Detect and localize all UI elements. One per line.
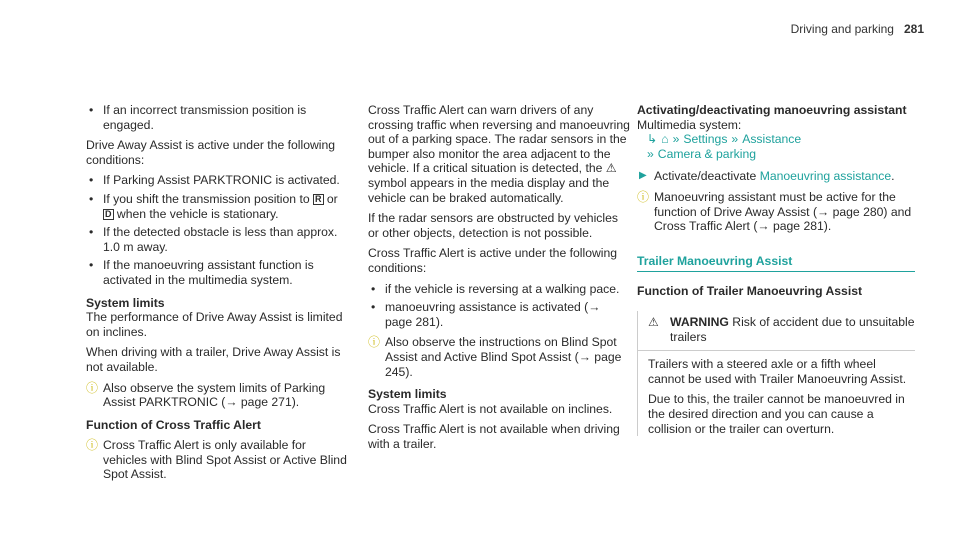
subheading: Activating/deactivating manoeuvring assistant [637, 103, 907, 117]
conditions-list [368, 282, 630, 330]
bullet-list [86, 103, 351, 132]
list-item: • If the detected obstacle is less than approx. 1.0 m away. [86, 225, 351, 254]
subheading: Function of Cross Traffic Alert [86, 417, 261, 432]
chevron-icon: » [672, 132, 680, 147]
paragraph: Cross Traffic Alert is active under the following conditions: [368, 246, 618, 275]
paragraph: Trailers with a steered axle or a fifth wheel cannot be used with Trailer Manoeuvring Assist. [648, 357, 907, 386]
info-icon: ⓘ [368, 335, 381, 350]
warning-box [637, 311, 915, 436]
home-icon: ⌂ [661, 132, 669, 147]
section-title: Driving and parking [790, 22, 894, 36]
manoeuvring-assistance-link: Manoeuvring assistance [759, 169, 892, 184]
menu-settings: Settings [683, 132, 728, 147]
paragraph: If the radar sensors are obstructed by vehicles or other objects, detection is not possible. [368, 211, 618, 240]
menu-assistance: Assistance [742, 132, 802, 147]
paragraph: Due to this, the trailer cannot be manoeuvred in the desired direction and you can cause a collision or the trailer can overturn. [648, 392, 905, 436]
section-heading: Trailer Manoeuvring Assist [637, 254, 915, 273]
menu-path [637, 132, 915, 161]
multimedia-label: Multimedia system: [637, 117, 742, 132]
subheading: System limits [368, 387, 447, 402]
subheading: Function of Trailer Manoeuvring Assist [637, 284, 863, 299]
column-3 [637, 103, 915, 442]
info-icon: ⓘ [86, 380, 99, 395]
list-item: • If you shift the transmission position to R or D when the vehicle is stationary. [86, 192, 351, 221]
note: ⓘ Also observe the instructions on Blind Spot Assist and Active Blind Spot Assist (→ page 245). [368, 335, 622, 379]
column-2 [368, 103, 630, 457]
subheading: System limits [86, 295, 165, 310]
note: ⓘ Also observe the system limits of Parking Assist PARKTRONIC (→ page 271). [86, 380, 326, 410]
page-number: 281 [903, 22, 924, 36]
paragraph: When driving with a trailer, Drive Away Assist is not available. [86, 345, 341, 374]
list-item: • if the vehicle is reversing at a walking pace. [368, 282, 630, 297]
list-item: • manoeuvring assistance is activated (→ page 281). [368, 300, 630, 329]
paragraph: Cross Traffic Alert is not available on inclines. [368, 401, 613, 416]
gear-r-icon: R [315, 193, 322, 204]
conditions-list [86, 173, 351, 287]
warning-header: ⚠ WARNING Risk of accident due to unsuitable trailers [648, 314, 915, 344]
step-arrow-icon: ▶ [639, 170, 647, 182]
column-1 [86, 103, 351, 488]
action-step: ▶ Activate/deactivate Manoeuvring assistance. [639, 169, 895, 184]
warning-triangle-icon: ⚠ [648, 314, 659, 329]
paragraph: Cross Traffic Alert is not available when driving with a trailer. [368, 422, 620, 451]
list-item: • If an incorrect transmission position is engaged. [86, 103, 351, 132]
chevron-icon: » [647, 146, 654, 161]
gear-d-icon: D [105, 208, 112, 219]
info-icon: ⓘ [637, 189, 650, 204]
paragraph: Drive Away Assist is active under the following conditions: [86, 138, 336, 167]
paragraph: Cross Traffic Alert can warn drivers of any crossing traffic when reversing and manoeuvring out of a parking space. The radar sensors in the bumper also monitor the area adjacent to the vehicle. If a critical situation is detected, the ⚠ symbol appears in the media display and the vehicle can be braked automatically. [368, 103, 630, 205]
path-arrow-icon: ↳ [647, 132, 658, 147]
warning-body [638, 350, 915, 436]
info-icon: ⓘ [86, 438, 99, 453]
note: ⓘ Cross Traffic Alert is only available for vehicles with Blind Spot Assist or Active Blind Spot Assist. [86, 438, 347, 482]
warning-symbol-icon: ⚠ [605, 161, 617, 176]
list-item: • If the manoeuvring assistant function is activated in the multimedia system. [86, 258, 351, 287]
menu-camera-parking: Camera & parking [657, 146, 757, 161]
note: ⓘ Manoeuvring assistant must be active for the function of Drive Away Assist (→ page 280) and Cross Traffic Alert (→ page 281). [637, 189, 912, 234]
paragraph: The performance of Drive Away Assist is limited on inclines. [86, 310, 343, 339]
chevron-icon: » [731, 132, 739, 147]
page-header [791, 22, 924, 37]
list-item: • If Parking Assist PARKTRONIC is activated. [86, 173, 351, 188]
